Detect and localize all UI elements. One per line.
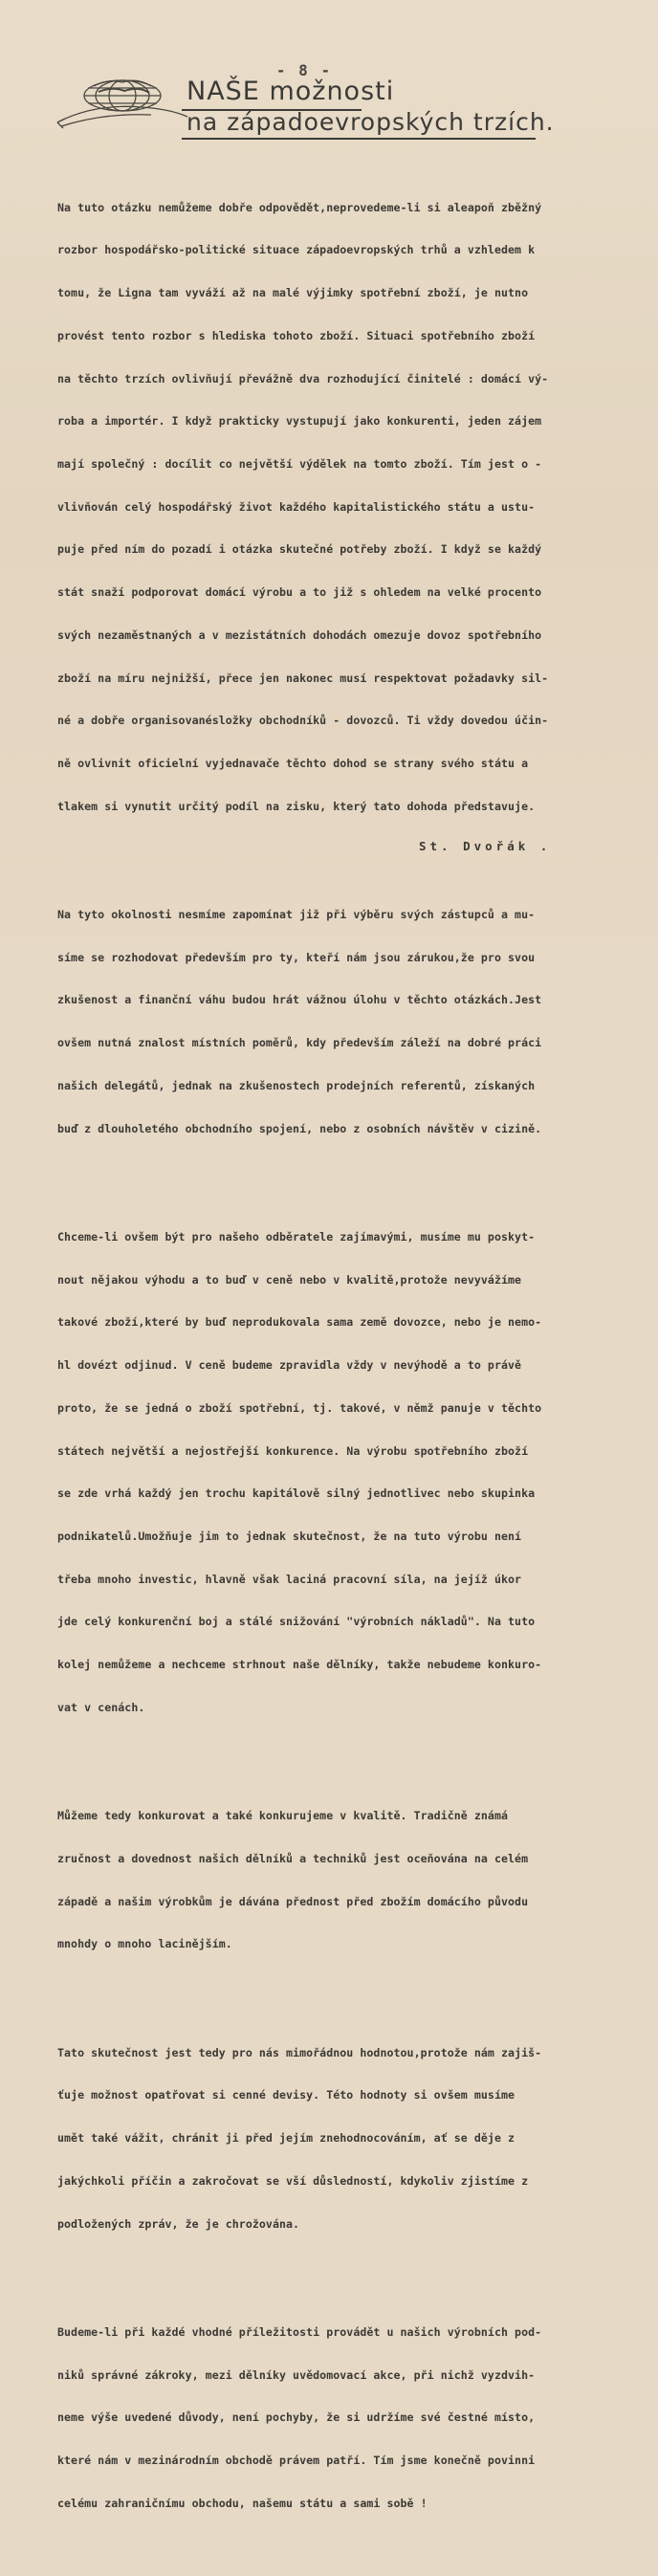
- author-signature: St. Dvořák .: [419, 839, 552, 853]
- text-line: jde celý konkurenční boj a stálé snižování "výrobních nákladů". Na tuto: [57, 1615, 536, 1629]
- text-line: třeba mnoho investic, hlavně však laciná pracovní síla, na jejíž úkor: [57, 1572, 522, 1586]
- text-line: tomu, že Ligna tam vyváží až na malé výjimky spotřební zboží, je nutno: [57, 286, 529, 300]
- text-line: které nám v mezinárodním obchodě právem patří. Tím jsme konečně povinni: [57, 2454, 536, 2468]
- text-line: západě a našim výrobkům je dávána přednost před zbožím domácího původu: [57, 1894, 529, 1908]
- text-line: Můžeme tedy konkurovat a také konkurujeme v kvalitě. Tradičně známá: [57, 1809, 509, 1823]
- article-body: [57, 143, 607, 2576]
- text-line: podnikatelů.Umožňuje jim to jednak skutečnost, že na tuto výrobu není: [57, 1530, 522, 1543]
- text-line: rozbor hospodářsko-politické situace západoevropských trhů a vzhledem k: [57, 243, 536, 257]
- text-line: Budeme-li při každé vhodné příležitosti provádět u našich výrobních pod-: [57, 2324, 542, 2339]
- text-line: podložených zpráv, že je chrožována.: [57, 2216, 300, 2231]
- text-line: niků správné zákroky, mezi dělníky uvědomovací akce, při nichž vyzdvih-: [57, 2367, 536, 2382]
- text-line: Chceme-li ovšem být pro našeho odběratele zajímavými, musíme mu poskyt-: [57, 1229, 536, 1244]
- heading-underline-2: [182, 138, 536, 140]
- text-line: celému zahraničnímu obchodu, našemu státu a sami sobě !: [57, 2496, 428, 2510]
- text-line: proto, že se jedná o zboží spotřební, tj. takové, v němž panuje v těchto: [57, 1400, 542, 1415]
- text-line: né a dobře organisovanésložky obchodníků - dovozců. Ti vždy dovedou účin-: [57, 714, 549, 728]
- paragraph-3: [57, 1201, 607, 1743]
- text-line: puje před ním do pozadí i otázka skutečné potřeby zboží. I když se každý: [57, 542, 542, 557]
- text-line: jakýchkoli příčin a zakročovat se vší důsledností, kdykoliv zjistíme z: [57, 2173, 529, 2188]
- paragraph-2: [57, 879, 607, 1164]
- text-line: neme výše uvedené důvody, není pochyby, že si udržíme své čestné místo,: [57, 2411, 536, 2425]
- text-line: stát snaží podporovat domácí výrobu a to již s ohledem na velké procento: [57, 585, 542, 600]
- heading-line-1: NAŠE možnosti: [186, 77, 395, 106]
- paragraph-4: [57, 1780, 607, 1980]
- text-line: mnohdy o mnoho lacinějším.: [57, 1937, 232, 1951]
- text-line: hl dovézt odjinud. V ceně budeme zpravidla vždy v nevýhodě a to právě: [57, 1358, 522, 1373]
- text-line: roba a importér. I když prakticky vystupují jako konkurenti, jeden zájem: [57, 414, 542, 429]
- heading-line-2: na západoevropských trzích.: [186, 108, 555, 136]
- text-line: ťuje možnost opatřovat si cenné devisy. Této hodnoty si ovšem musíme: [57, 2088, 515, 2103]
- text-line: ně ovlivnit oficielní vyjednavače těchto dohod se strany svého státu a: [57, 756, 529, 770]
- page-number: - 8 -: [275, 61, 333, 79]
- paragraph-6: [57, 2297, 607, 2539]
- text-line: vlivňován celý hospodářský život každého kapitalistického státu a ustu-: [57, 499, 536, 514]
- text-line: zkušenost a finanční váhu budou hrát vážnou úlohu v těchto otázkách.Jest: [57, 993, 542, 1007]
- text-line: vat v cenách.: [57, 1700, 145, 1714]
- text-line: takové zboží,které by buď neprodukovala sama země dovozce, nebo je nemo-: [57, 1315, 542, 1330]
- text-line: tlakem si vynutit určitý podíl na zisku, který tato dohoda představuje.: [57, 799, 536, 813]
- text-line: zboží na míru nejnižší, přece jen nakonec musí respektovat požadavky sil-: [57, 671, 549, 685]
- text-line: umět také vážit, chránit ji před jejím znehodnocováním, ať se děje z: [57, 2131, 515, 2146]
- text-line: provést tento rozbor s hlediska tohoto zboží. Situaci spotřebního zboží: [57, 328, 536, 342]
- text-line: nout nějakou výhodu a to buď v ceně nebo v kvalitě,protože nevyvážíme: [57, 1272, 522, 1287]
- text-line: mají společný : docílit co největší výdělek na tomto zboží. Tím jest o -: [57, 456, 542, 471]
- text-line: zručnost a dovednost našich dělníků a techniků jest oceňována na celém: [57, 1851, 529, 1865]
- text-line: Na tyto okolnosti nesmíme zapomínat již při výběru svých zástupců a mu-: [57, 908, 536, 922]
- text-line: svých nezaměstnaných a v mezistátních dohodách omezuje dovoz spotřebního: [57, 627, 542, 642]
- text-line: buď z dlouholetého obchodního spojení, nebo z osobních návštěv v cizině.: [57, 1121, 542, 1135]
- paragraph-5: [57, 2017, 607, 2259]
- text-line: na těchto trzích ovlivňují převážně dva rozhodující činitelé : domácí vý-: [57, 371, 549, 385]
- text-line: Na tuto otázku nemůžeme dobře odpovědět,neprovedeme-li si aleapoň zběžný: [57, 200, 542, 214]
- text-line: se zde vrhá každý jen trochu kapitálově silný jednotlivec nebo skupinka: [57, 1486, 536, 1501]
- text-line: kolej nemůžeme a nechceme strhnout naše dělníky, takže nebudeme konkuro-: [57, 1658, 542, 1672]
- text-line: Tato skutečnost jest tedy pro nás mimořádnou hodnotou,protože nám zajiš-: [57, 2045, 542, 2059]
- text-line: ovšem nutná znalost místních poměrů, kdy především záleží na dobré práci: [57, 1036, 542, 1050]
- paragraph-1: [57, 172, 607, 843]
- text-line: síme se rozhodovat především pro ty, kteří nám jsou zárukou,že pro svou: [57, 950, 536, 964]
- text-line: státech největší a nejostřejší konkurence. Na výrobu spotřebního zboží: [57, 1443, 529, 1458]
- text-line: našich delegátů, jednak na zkušenostech prodejních referentů, získaných: [57, 1078, 536, 1092]
- globe-drawing-icon: [55, 75, 189, 142]
